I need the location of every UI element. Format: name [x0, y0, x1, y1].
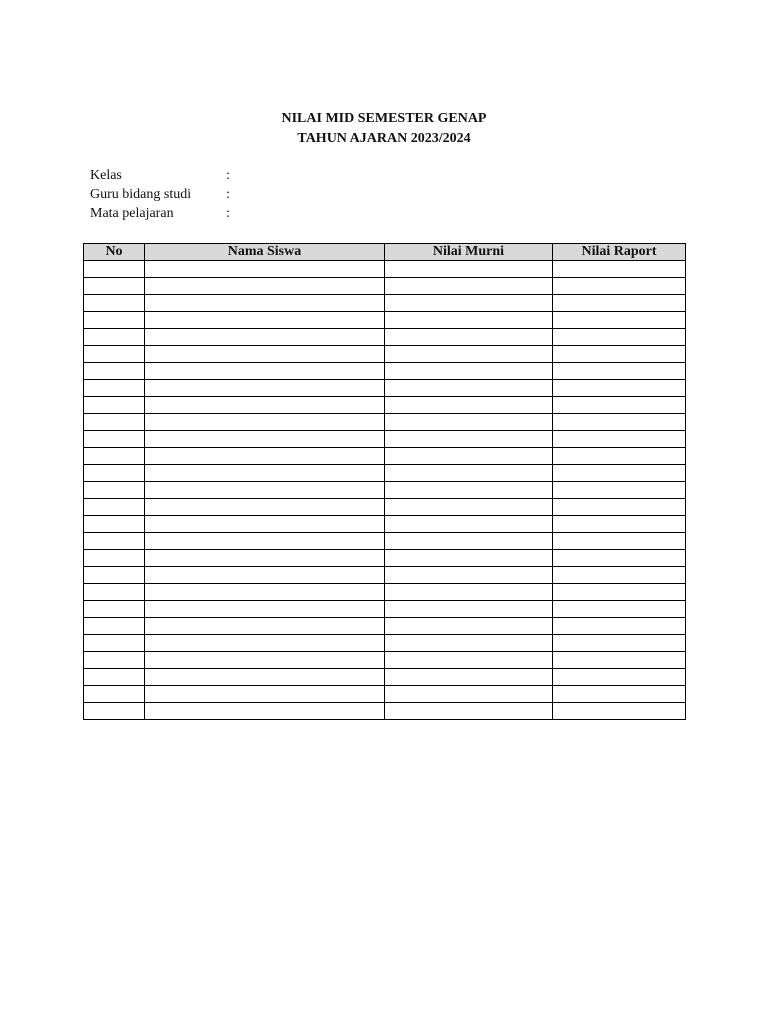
- cell-no: [84, 550, 145, 567]
- cell-no: [84, 533, 145, 550]
- table-row: [84, 482, 686, 499]
- info-row-mapel: [90, 204, 246, 223]
- cell-nilai-raport: [553, 465, 686, 482]
- cell-nilai-raport: [553, 295, 686, 312]
- table-row: [84, 652, 686, 669]
- cell-nilai-murni: [385, 550, 553, 567]
- cell-nilai-raport: [553, 346, 686, 363]
- cell-nama-siswa: [145, 584, 385, 601]
- cell-nilai-murni: [385, 618, 553, 635]
- cell-nama-siswa: [145, 414, 385, 431]
- cell-nama-siswa: [145, 329, 385, 346]
- cell-nama-siswa: [145, 465, 385, 482]
- header-nama-siswa: Nama Siswa: [145, 244, 385, 261]
- cell-nama-siswa: [145, 346, 385, 363]
- cell-nama-siswa: [145, 295, 385, 312]
- cell-no: [84, 346, 145, 363]
- table-row: [84, 397, 686, 414]
- cell-nilai-raport: [553, 261, 686, 278]
- cell-nilai-raport: [553, 312, 686, 329]
- cell-nilai-murni: [385, 652, 553, 669]
- document-title: NILAI MID SEMESTER GENAP: [281, 111, 487, 126]
- cell-no: [84, 669, 145, 686]
- cell-nilai-raport: [553, 329, 686, 346]
- cell-no: [84, 601, 145, 618]
- cell-nilai-raport: [553, 635, 686, 652]
- cell-no: [84, 482, 145, 499]
- cell-nama-siswa: [145, 363, 385, 380]
- cell-nama-siswa: [145, 601, 385, 618]
- cell-nilai-raport: [553, 363, 686, 380]
- cell-nilai-raport: [553, 414, 686, 431]
- info-label: Guru bidang studi: [90, 187, 192, 202]
- table-header-row: [84, 244, 686, 261]
- cell-nilai-murni: [385, 397, 553, 414]
- table-body: [84, 261, 686, 720]
- cell-nilai-murni: [385, 686, 553, 703]
- cell-no: [84, 516, 145, 533]
- table-row: [84, 516, 686, 533]
- cell-nilai-murni: [385, 312, 553, 329]
- cell-nilai-raport: [553, 652, 686, 669]
- table-row: [84, 261, 686, 278]
- cell-nilai-murni: [385, 431, 553, 448]
- cell-nama-siswa: [145, 567, 385, 584]
- info-row-kelas: [90, 166, 246, 185]
- cell-nama-siswa: [145, 278, 385, 295]
- cell-nilai-raport: [553, 618, 686, 635]
- cell-nama-siswa: [145, 312, 385, 329]
- cell-nilai-murni: [385, 669, 553, 686]
- cell-nama-siswa: [145, 669, 385, 686]
- cell-nama-siswa: [145, 703, 385, 720]
- cell-nama-siswa: [145, 533, 385, 550]
- cell-nilai-murni: [385, 601, 553, 618]
- table-row: [84, 346, 686, 363]
- cell-nilai-murni: [385, 448, 553, 465]
- cell-nilai-raport: [553, 601, 686, 618]
- cell-no: [84, 397, 145, 414]
- cell-nilai-murni: [385, 703, 553, 720]
- cell-nilai-murni: [385, 584, 553, 601]
- table-row: [84, 550, 686, 567]
- table-row: [84, 465, 686, 482]
- cell-no: [84, 448, 145, 465]
- cell-nama-siswa: [145, 516, 385, 533]
- cell-no: [84, 584, 145, 601]
- info-row-guru: [90, 185, 246, 204]
- table-row: [84, 363, 686, 380]
- cell-no: [84, 686, 145, 703]
- table-row: [84, 499, 686, 516]
- info-label: Kelas: [90, 168, 122, 183]
- cell-nilai-murni: [385, 499, 553, 516]
- cell-no: [84, 703, 145, 720]
- cell-nama-siswa: [145, 380, 385, 397]
- cell-no: [84, 261, 145, 278]
- table-row: [84, 669, 686, 686]
- cell-nilai-raport: [553, 686, 686, 703]
- cell-nama-siswa: [145, 448, 385, 465]
- table-row: [84, 414, 686, 431]
- cell-nama-siswa: [145, 397, 385, 414]
- cell-no: [84, 278, 145, 295]
- cell-nama-siswa: [145, 499, 385, 516]
- cell-no: [84, 465, 145, 482]
- cell-nilai-raport: [553, 584, 686, 601]
- cell-nama-siswa: [145, 618, 385, 635]
- cell-nilai-murni: [385, 414, 553, 431]
- cell-no: [84, 618, 145, 635]
- cell-nilai-raport: [553, 482, 686, 499]
- cell-nama-siswa: [145, 482, 385, 499]
- cell-no: [84, 414, 145, 431]
- cell-nilai-murni: [385, 533, 553, 550]
- cell-no: [84, 363, 145, 380]
- cell-no: [84, 567, 145, 584]
- cell-nama-siswa: [145, 261, 385, 278]
- cell-nilai-murni: [385, 363, 553, 380]
- cell-no: [84, 652, 145, 669]
- cell-no: [84, 329, 145, 346]
- cell-nilai-raport: [553, 567, 686, 584]
- cell-nilai-murni: [385, 329, 553, 346]
- table-row: [84, 584, 686, 601]
- table-row: [84, 278, 686, 295]
- cell-no: [84, 635, 145, 652]
- table-row: [84, 601, 686, 618]
- cell-nilai-murni: [385, 346, 553, 363]
- grades-table: [83, 243, 686, 720]
- cell-nilai-murni: [385, 516, 553, 533]
- cell-nama-siswa: [145, 550, 385, 567]
- table-row: [84, 431, 686, 448]
- cell-nama-siswa: [145, 635, 385, 652]
- cell-nilai-murni: [385, 261, 553, 278]
- table-row: [84, 703, 686, 720]
- info-separator: :: [226, 168, 230, 183]
- table-row: [84, 329, 686, 346]
- cell-nilai-murni: [385, 465, 553, 482]
- cell-no: [84, 499, 145, 516]
- cell-no: [84, 312, 145, 329]
- table-row: [84, 618, 686, 635]
- cell-no: [84, 295, 145, 312]
- table-row: [84, 567, 686, 584]
- cell-nilai-raport: [553, 499, 686, 516]
- cell-nilai-raport: [553, 703, 686, 720]
- info-separator: :: [226, 187, 230, 202]
- cell-nama-siswa: [145, 652, 385, 669]
- cell-nilai-raport: [553, 669, 686, 686]
- document-subtitle: TAHUN AJARAN 2023/2024: [297, 131, 471, 146]
- table-row: [84, 686, 686, 703]
- cell-nilai-raport: [553, 550, 686, 567]
- table-row: [84, 312, 686, 329]
- info-separator: :: [226, 206, 230, 221]
- cell-nilai-raport: [553, 278, 686, 295]
- header-no: No: [84, 244, 145, 261]
- cell-nilai-murni: [385, 295, 553, 312]
- cell-nilai-raport: [553, 380, 686, 397]
- info-label: Mata pelajaran: [90, 206, 174, 221]
- table-row: [84, 295, 686, 312]
- table-row: [84, 635, 686, 652]
- cell-nilai-murni: [385, 278, 553, 295]
- cell-nilai-raport: [553, 533, 686, 550]
- table-row: [84, 533, 686, 550]
- header-nilai-raport: Nilai Raport: [553, 244, 686, 261]
- cell-nilai-raport: [553, 516, 686, 533]
- table-row: [84, 380, 686, 397]
- info-block: [90, 166, 246, 223]
- table-row: [84, 448, 686, 465]
- cell-nilai-raport: [553, 448, 686, 465]
- cell-nilai-murni: [385, 482, 553, 499]
- cell-nilai-murni: [385, 635, 553, 652]
- cell-nilai-murni: [385, 380, 553, 397]
- cell-nilai-murni: [385, 567, 553, 584]
- cell-nama-siswa: [145, 431, 385, 448]
- cell-nama-siswa: [145, 686, 385, 703]
- header-nilai-murni: Nilai Murni: [385, 244, 553, 261]
- cell-no: [84, 380, 145, 397]
- cell-no: [84, 431, 145, 448]
- cell-nilai-raport: [553, 397, 686, 414]
- cell-nilai-raport: [553, 431, 686, 448]
